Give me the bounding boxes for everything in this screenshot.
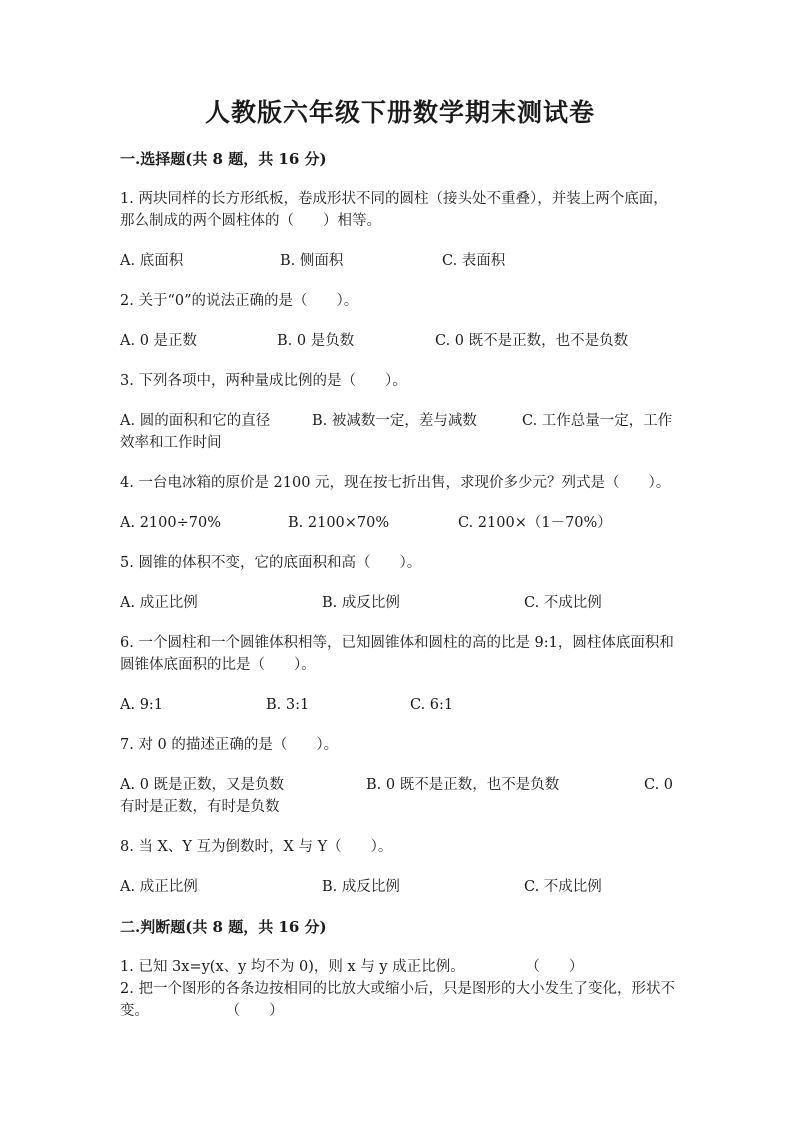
- option-c: C. 0 有时是正数，有时是负数: [120, 777, 674, 815]
- section-heading-judge: 二.判断题(共 8 题，共 16 分): [120, 918, 327, 936]
- question-stem: 7. 对 0 的描述正确的是（ ）。: [120, 737, 339, 753]
- option-b: B. 被减数一定，差与减数: [312, 413, 477, 429]
- option-c: C. 不成比例: [524, 879, 602, 895]
- question-options: [120, 592, 680, 614]
- option-c: C. 2100×（1－70%）: [458, 515, 612, 531]
- question-stem: 4. 一台电冰箱的原价是 2100 元，现在按七折出售，求现价多少元？列式是（ ）。: [120, 475, 671, 491]
- question-options: [120, 250, 680, 272]
- option-a: A. 圆的面积和它的直径: [120, 413, 271, 429]
- question-options: [120, 512, 680, 534]
- question-options: [120, 694, 680, 716]
- option-c: C. 6:1: [410, 697, 454, 713]
- question-stem: 6. 一个圆柱和一个圆锥体积相等，已知圆锥体和圆柱的高的比是 9:1，圆柱体底面积和圆锥体底面积的比是（ ）。: [120, 635, 674, 673]
- option-c: C. 表面积: [442, 253, 506, 269]
- option-c: C. 工作总量一定，工作效率和工作时间: [120, 413, 673, 451]
- option-a: A. 0 既是正数，又是负数: [120, 777, 285, 793]
- option-b: B. 侧面积: [280, 253, 344, 269]
- option-b: B. 2100×70%: [288, 515, 390, 531]
- option-b: B. 3:1: [266, 697, 310, 713]
- question-stem: 1. 两块同样的长方形纸板，卷成形状不同的圆柱（接头处不重叠），并装上两个底面，那么制成的两个圆柱体的（ ）相等。: [120, 191, 668, 229]
- question-stem: 8. 当 X、Y 互为倒数时，X 与 Y（ ）。: [120, 839, 393, 855]
- page-title: 人教版六年级下册数学期末测试卷: [204, 98, 595, 127]
- question-stem: 3. 下列各项中，两种量成比例的是（ ）。: [120, 373, 407, 389]
- judge-item: [120, 978, 680, 1022]
- option-a: A. 2100÷70%: [120, 515, 221, 531]
- answer-blank[interactable]: （ ）: [525, 959, 584, 975]
- option-a: A. 9:1: [120, 697, 164, 713]
- option-a: A. 0 是正数: [120, 333, 198, 349]
- option-a: A. 底面积: [120, 253, 184, 269]
- judge-item: [120, 956, 680, 978]
- question-options: [120, 330, 680, 352]
- option-b: B. 0 是负数: [277, 333, 355, 349]
- question-stem: 5. 圆锥的体积不变，它的底面积和高（ ）。: [120, 555, 422, 571]
- option-c: C. 0 既不是正数，也不是负数: [435, 333, 629, 349]
- option-b: B. 成反比例: [322, 595, 400, 611]
- section-heading-choice: 一.选择题(共 8 题，共 16 分): [120, 150, 327, 168]
- judge-list: [120, 956, 680, 1022]
- question-stem: 2. 关于“0”的说法正确的是（ ）。: [120, 293, 359, 309]
- judge-item-text: 1. 已知 3x=y(x、y 均不为 0)，则 x 与 y 成正比例。: [120, 959, 465, 975]
- option-a: A. 成正比例: [120, 879, 198, 895]
- option-c: C. 不成比例: [524, 595, 602, 611]
- answer-blank[interactable]: （ ）: [225, 1003, 284, 1019]
- question-options: [120, 410, 680, 454]
- option-b: B. 0 既不是正数，也不是负数: [366, 777, 560, 793]
- option-a: A. 成正比例: [120, 595, 198, 611]
- question-options: [120, 876, 680, 898]
- option-b: B. 成反比例: [322, 879, 400, 895]
- judge-item-text: 2. 把一个图形的各条边按相同的比放大或缩小后，只是图形的大小发生了变化，形状不变。: [120, 981, 675, 1019]
- question-options: [120, 774, 680, 818]
